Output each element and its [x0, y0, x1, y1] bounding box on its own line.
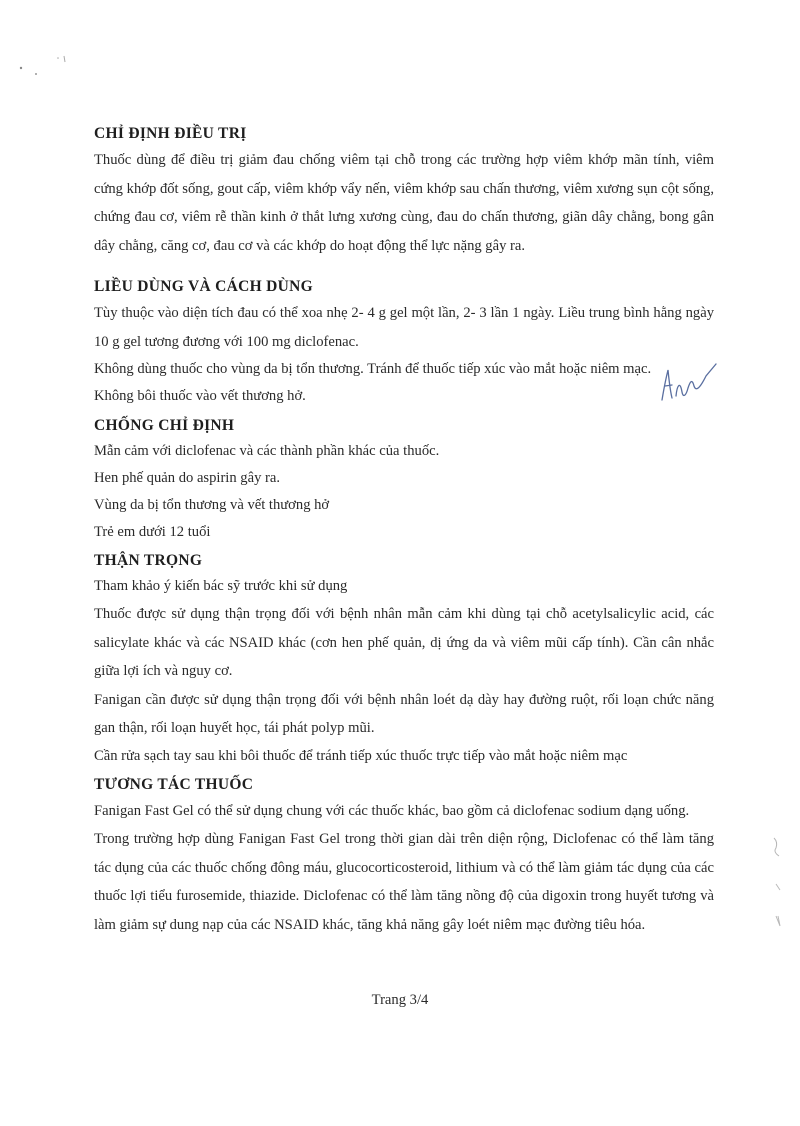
- section-paragraph: Tùy thuộc vào diện tích đau có thể xoa nhẹ 2- 4 g gel một lần, 2- 3 lần 1 ngày. Liều trung bình hằng ngày 10 g gel tương đương với 100 mg diclofenac.: [94, 305, 714, 350]
- section-paragraph: Thuốc dùng để điều trị giảm đau chống viêm tại chỗ trong các trường hợp viêm khớp mãn tính, viêm cứng khớp đốt sống, gout cấp, viêm khớp vẩy nến, viêm khớp sau chấn thương, viêm xương sụn cột sống, chứng đau cơ, viêm rễ thần kinh ở thắt lưng xương cùng, đau do chấn thương, giãn dây chằng, bong gân dây chằng, căng cơ, đau cơ và các khớp do hoạt động thể lực nặng gây ra.: [94, 152, 714, 254]
- section-interactions: [94, 773, 714, 940]
- scan-edge-mark: [768, 830, 792, 940]
- page-number: Trang 3/4: [371, 992, 429, 1008]
- section-heading: THẬN TRỌNG: [94, 552, 203, 569]
- section-paragraph: Mẫn cảm với diclofenac và các thành phần khác của thuốc.: [94, 443, 440, 459]
- section-heading: LIỀU DÙNG VÀ CÁCH DÙNG: [94, 278, 314, 295]
- document-body: [94, 122, 714, 939]
- section-paragraph: Thuốc được sử dụng thận trọng đối với bệnh nhân mẫn cảm khi dùng tại chỗ acetylsalicylic acid, các salicylate khác và các NSAID khác (cơn hen phế quản, dị ứng da và viêm mũi cấp tính). Cần cân nhắc giữa lợi ích và nguy cơ.: [94, 606, 714, 679]
- section-heading: CHỈ ĐỊNH ĐIỀU TRỊ: [94, 125, 247, 142]
- section-paragraph: Tham khảo ý kiến bác sỹ trước khi sử dụng: [94, 578, 348, 594]
- section-paragraph: Trẻ em dưới 12 tuổi: [94, 524, 211, 540]
- section-contraindications: [94, 414, 714, 546]
- section-paragraph: Không dùng thuốc cho vùng da bị tổn thương. Tránh để thuốc tiếp xúc vào mắt hoặc niêm mạc.: [94, 361, 652, 377]
- section-paragraph: Không bôi thuốc vào vết thương hở.: [94, 388, 306, 404]
- section-dosage: [94, 275, 714, 410]
- section-paragraph: Fanigan Fast Gel có thể sử dụng chung với các thuốc khác, bao gồm cả diclofenac sodium dạng uống.: [94, 802, 690, 819]
- section-heading: TƯƠNG TÁC THUỐC: [94, 775, 254, 793]
- section-heading: CHỐNG CHỈ ĐỊNH: [94, 417, 235, 434]
- section-paragraph: Cần rửa sạch tay sau khi bôi thuốc để tránh tiếp xúc thuốc trực tiếp vào mắt hoặc niêm mạc: [94, 747, 628, 764]
- section-indications: [94, 122, 714, 260]
- section-paragraph: Trong trường hợp dùng Fanigan Fast Gel trong thời gian dài trên diện rộng, Diclofenac có thể làm tăng tác dụng của các thuốc chống đông máu, glucocorticosteroid, lithium và có thể làm giảm tác dụng của các thuốc lợi tiểu furosemide, thiazide. Diclofenac có thể làm tăng nồng độ của digoxin trong huyết tương và làm giảm sự dung nạp của các NSAID khác, tăng khả năng gây loét niêm mạc đường tiêu hóa.: [94, 831, 714, 933]
- scan-speck-mark: [18, 48, 78, 78]
- section-paragraph: Hen phế quản do aspirin gây ra.: [94, 470, 281, 486]
- section-paragraph: Fanigan cần được sử dụng thận trọng đối với bệnh nhân loét dạ dày hay đường ruột, rối loạn chức năng gan thận, rối loạn huyết học, tái phát polyp mũi.: [94, 691, 714, 736]
- section-precautions: [94, 549, 714, 770]
- section-paragraph: Vùng da bị tổn thương và vết thương hở: [94, 497, 330, 513]
